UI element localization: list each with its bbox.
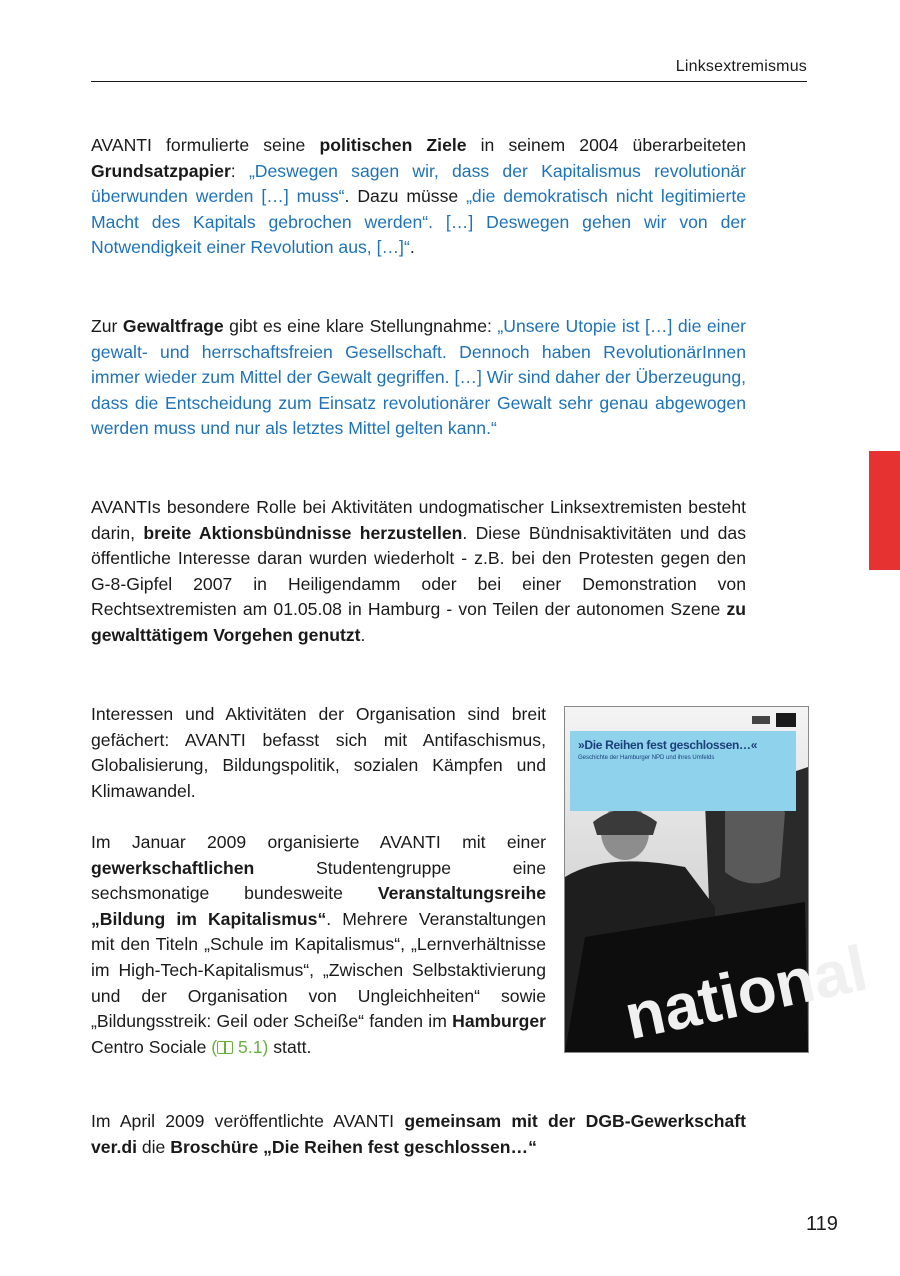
emphasis: Broschüre „Die Reihen fest geschlossen…“ [170, 1136, 537, 1157]
paragraph-alliances [91, 495, 746, 649]
text-run: . [409, 237, 415, 258]
text-run: in seinem 2004 überarbeiteten [466, 135, 746, 155]
paragraph-violence-question [91, 314, 746, 442]
emphasis: Veranstaltungsreihe „Bildung im Kapitalismus“ [91, 883, 546, 929]
text-run: Interessen und Aktivitäten der Organisation sind breit gefächert: AVANTI befasst sich mit Antifaschismus, Globalisierung, Bildungspolitik, sozialen Kämpfen und Klimawandel. [91, 704, 546, 801]
text-run: die [136, 1136, 171, 1157]
emphasis: Gewaltfrage [122, 316, 224, 336]
emphasis: zu gewalttätigem Vorgehen genutzt [91, 599, 746, 645]
emphasis: politischen Ziele [319, 135, 467, 155]
text-run: . Mehrere Veranstaltungen mit den Titeln „Schule im Kapitalismus“, „Lernverhältnisse im High-Tech-Kapitalismus“, „Zwischen Selbstaktivierung und der Organisation von Ungleichheiten“ sowie „Bildungsstreik: Geil oder Scheiße“ fanden im [91, 908, 546, 1032]
text-run: : [230, 160, 249, 181]
text-run: . Diese Bündnisaktivitäten und das öffentliche Interesse daran wurden wiederholt - z.B. bei den Protesten gegen den G-8-Gipfel 2007 in Heiligendamm oder bei einer Demonstration von Rechtsextremisten am 01.05.08 in Hamburg - von Teilen der autonomen Szene [91, 522, 747, 620]
cover-banner-text: national [618, 931, 874, 1054]
chapter-tab-marker [869, 451, 900, 570]
book-reference-icon [217, 1041, 233, 1054]
text-run: AVANTI formulierte seine [91, 135, 320, 155]
quotation: „die demokratisch nicht legitimierte Macht des Kapitals gebrochen werden“. […] Deswegen gehen wir von der Notwendigkeit einer Revolution aus, […]“ [91, 186, 746, 258]
emphasis: Hamburger [452, 1011, 546, 1032]
text-run: gibt es eine klare Stellungnahme: [223, 316, 498, 336]
emphasis: gemeinsam mit der DGB-Gewerkschaft ver.di [91, 1111, 746, 1157]
page-number: 119 [806, 1213, 838, 1235]
running-header [91, 58, 807, 82]
cross-reference: ( [211, 1036, 218, 1057]
quotation: „Unsere Utopie ist […] die einer gewalt- und herrschaftsfreien Gesellschaft. Dennoch haben RevolutionärInnen immer wieder zum Mittel der Gewalt gegriffen. […] Wir sind daher der Überzeugung, dass die Entscheidung zum Einsatz revolutionärer Gewalt sehr genau abgewogen werden muss und nur als letztes Mittel gelten kann.“ [91, 316, 747, 439]
text-run: Centro Sociale [91, 1036, 212, 1057]
emphasis: breite Aktionsbündnisse herzustellen [143, 522, 463, 543]
paragraph-interests [91, 702, 546, 804]
text-run: Im Januar 2009 organisierte AVANTI mit einer [91, 832, 546, 852]
brochure-cover-image [564, 706, 874, 1054]
running-title: Linksextremismus [675, 58, 807, 75]
cross-reference: 5.1) [233, 1036, 269, 1057]
text-run: AVANTIs besondere Rolle bei Aktivitäten undogmatischer Linksextremisten besteht darin, [91, 497, 746, 543]
cover-title-band [570, 731, 796, 811]
cover-title: »Die Reihen fest geschlossen…« [578, 738, 758, 752]
emphasis: gewerkschaftlichen [91, 857, 255, 878]
text-run: statt. [268, 1036, 312, 1057]
quotation: „Deswegen sagen wir, dass der Kapitalismus revolutionär überwunden werden […] muss“ [91, 160, 746, 207]
cover-subtitle: Geschichte der Hamburger NPD und ihres Umfelds [578, 755, 715, 761]
emphasis: Grundsatzpapier [91, 160, 231, 181]
text-run: Im April 2009 veröffentlichte AVANTI [91, 1111, 405, 1131]
paragraph-political-goals [91, 133, 746, 261]
text-run: Studentengruppe eine sechsmonatige bundesweite [91, 857, 546, 904]
text-run: . Dazu müsse [344, 186, 467, 207]
paragraph-event-series [91, 830, 546, 1060]
text-run: . [360, 624, 366, 645]
publisher-logo-icon [752, 713, 796, 727]
text-run: Zur [91, 316, 123, 336]
paragraph-brochure [91, 1109, 746, 1160]
